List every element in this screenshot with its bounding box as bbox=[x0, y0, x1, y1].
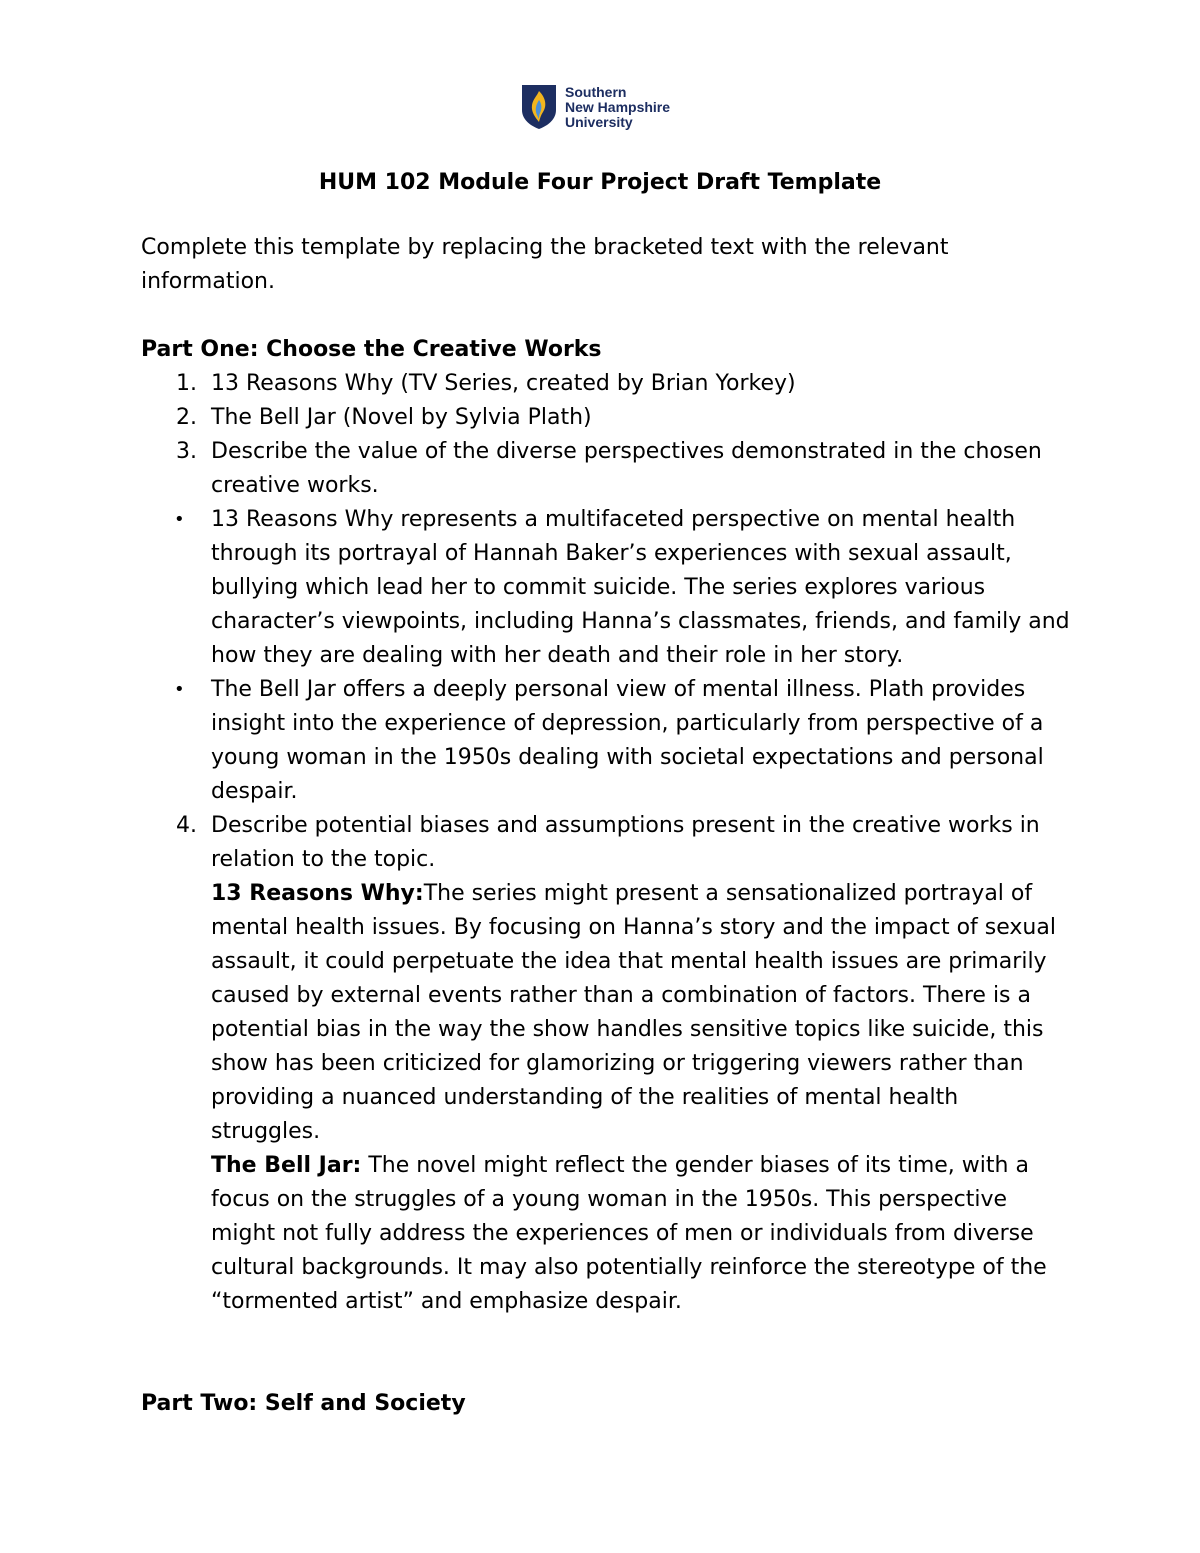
list-number: 1. bbox=[176, 371, 197, 396]
list-number: 2. bbox=[176, 405, 197, 430]
bullet-text: 13 Reasons Why represents a multifaceted perspective on mental health through its portrayal of Hannah Baker’s experiences with sexual assault, bullying which lead her to commit suicide. The series explores various character’s viewpoints, including Hanna’s classmates, friends, and family and how they are dealing with her death and their role in her story. bbox=[211, 507, 1070, 668]
bullet-icon: • bbox=[174, 509, 185, 530]
bell-jar-label: The Bell Jar: bbox=[211, 1153, 362, 1178]
thirteen-reasons-text: The series might present a sensationalized portrayal of mental health issues. By focusing on Hanna’s story and the impact of sexual assault, it could perpetuate the idea that mental health issues are primarily caused by external events rather than a combination of factors. There is a potential bias in the way the show handles sensitive topics like suicide, this show has been criticized for glamorizing or triggering viewers rather than providing a nuanced understanding of the realities of mental health struggles. bbox=[211, 881, 1056, 1144]
list-item-text: Describe potential biases and assumptions present in the creative works in relation to the topic. bbox=[211, 813, 1040, 872]
list-number: 3. bbox=[176, 439, 197, 464]
part-one-heading: Part One: Choose the Creative Works bbox=[141, 337, 602, 362]
thirteen-reasons-bias-paragraph bbox=[211, 877, 1071, 1149]
snhu-logo bbox=[521, 84, 670, 130]
list-item bbox=[141, 809, 1071, 1319]
logo-line-3: University bbox=[565, 113, 633, 130]
list-item-text: The Bell Jar (Novel by Sylvia Plath) bbox=[211, 405, 592, 430]
university-name bbox=[565, 85, 670, 130]
document-title: HUM 102 Module Four Project Draft Template bbox=[318, 170, 882, 195]
logo-line-2: New Hampshire bbox=[565, 98, 671, 115]
bullet-icon: • bbox=[174, 679, 185, 700]
list-item bbox=[141, 401, 1071, 435]
logo-line-1: Southern bbox=[565, 83, 627, 100]
thirteen-reasons-label: 13 Reasons Why: bbox=[211, 881, 424, 906]
shield-flame-icon bbox=[521, 84, 557, 130]
paragraph-spacer bbox=[141, 1319, 1071, 1387]
bullet-item bbox=[141, 673, 1071, 809]
list-item bbox=[141, 367, 1071, 401]
list-item bbox=[141, 435, 1071, 503]
bullet-item bbox=[141, 503, 1071, 673]
intro-paragraph: Complete this template by replacing the bracketed text with the relevant information. bbox=[141, 235, 949, 294]
bell-jar-text: The novel might reflect the gender biases of its time, with a focus on the struggles of a young woman in the 1950s. This perspective might not fully address the experiences of men or individuals from diverse cultural backgrounds. It may also potentially reinforce the stereotype of the “tormented artist” and emphasize despair. bbox=[211, 1153, 1047, 1314]
list-item-text: 13 Reasons Why (TV Series, created by Brian Yorkey) bbox=[211, 371, 796, 396]
bell-jar-bias-paragraph bbox=[211, 1149, 1071, 1319]
list-number: 4. bbox=[176, 813, 197, 838]
part-two-heading: Part Two: Self and Society bbox=[141, 1391, 466, 1416]
list-item-text: Describe the value of the diverse perspectives demonstrated in the chosen creative works. bbox=[211, 439, 1042, 498]
document-body bbox=[141, 231, 1071, 1421]
bullet-text: The Bell Jar offers a deeply personal view of mental illness. Plath provides insight into the experience of depression, particularly from perspective of a young woman in the 1950s dealing with societal expectations and personal despair. bbox=[211, 677, 1044, 804]
